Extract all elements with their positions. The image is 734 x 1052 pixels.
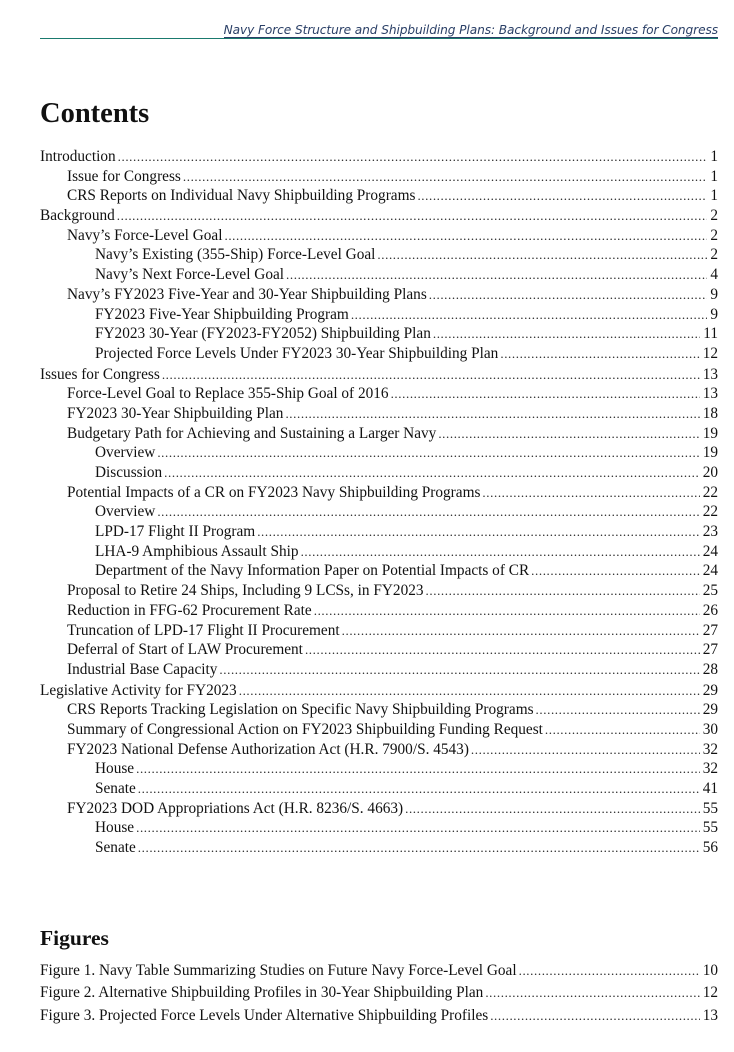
toc-entry-label: Overview (95, 503, 156, 521)
dot-leader (301, 542, 700, 562)
toc-entry-page: 28 (702, 660, 718, 678)
dot-leader (136, 818, 700, 838)
toc-entry-crs-reports-programs[interactable] (40, 186, 718, 206)
dot-leader (531, 561, 700, 581)
dot-leader (305, 640, 700, 660)
toc-entry-label: Discussion (95, 464, 163, 481)
dot-leader (157, 502, 699, 522)
toc-entry-issue-for-congress[interactable] (40, 167, 718, 187)
toc-entry-page: 19 (702, 444, 718, 462)
dot-leader (224, 226, 707, 246)
toc-entry-ndaa-senate[interactable] (40, 779, 718, 799)
toc-entry-label: Department of the Navy Information Paper on Potential Impacts of CR (95, 562, 530, 580)
toc-entry-label: FY2023 Five-Year Shipbuilding Program (95, 305, 349, 323)
toc-entry-approps-senate[interactable] (40, 838, 718, 858)
toc-entry-page: 20 (702, 464, 718, 481)
dot-leader (239, 681, 700, 701)
toc-entry-page: 22 (702, 503, 718, 521)
toc-entry-fy2023-30-year-plan[interactable] (40, 404, 718, 424)
toc-entry-page: 55 (702, 799, 718, 817)
toc-entry-lpd17-program[interactable] (40, 522, 718, 542)
toc-entry-page: 2 (710, 226, 718, 244)
toc-entry-page: 29 (702, 701, 718, 719)
toc-entry-budget-discussion[interactable] (40, 463, 718, 483)
toc-entry-label: CRS Reports on Individual Navy Shipbuilding Programs (67, 187, 416, 205)
dot-leader (485, 982, 699, 1004)
toc-entry-lpd17-truncation[interactable] (40, 621, 718, 641)
dot-leader (490, 1005, 700, 1027)
dot-leader (351, 305, 707, 325)
dot-leader (183, 167, 707, 187)
toc-entry-page: 4 (710, 266, 718, 284)
dot-leader (314, 601, 700, 621)
toc-entry-label: CRS Reports Tracking Legislation on Specific Navy Shipbuilding Programs (67, 701, 534, 719)
toc-entry-page: 32 (702, 760, 718, 778)
figure-entry-label: Figure 3. Projected Force Levels Under Alternative Shipbuilding Profiles (40, 1006, 489, 1024)
toc-entry-label: Senate (95, 839, 136, 857)
figure-entry-page: 10 (702, 962, 718, 979)
toc-entry-page: 1 (710, 167, 718, 185)
toc-entry-crs-tracking[interactable] (40, 700, 718, 720)
toc-entry-label: Force-Level Goal to Replace 355-Ship Goal of 2016 (67, 385, 389, 403)
dot-leader (164, 463, 700, 483)
toc-entry-label: Truncation of LPD-17 Flight II Procurement (67, 621, 340, 639)
toc-entry-retire-24-ships[interactable] (40, 581, 718, 601)
toc-entry-fy2023-plans[interactable] (40, 285, 718, 305)
toc-entry-introduction[interactable] (40, 147, 718, 167)
dot-leader (285, 404, 699, 424)
toc-entry-page: 13 (702, 365, 718, 383)
dot-leader (545, 720, 700, 740)
dot-leader (391, 384, 700, 404)
dot-leader (519, 960, 700, 982)
toc-entry-label: Budgetary Path for Achieving and Sustaining a Larger Navy (67, 424, 437, 442)
toc-entry-page: 55 (702, 819, 718, 837)
dot-leader (138, 779, 700, 799)
toc-entry-label: Issue for Congress (67, 167, 181, 185)
toc-entry-label: Summary of Congressional Action on FY2023 Shipbuilding Funding Request (67, 720, 543, 738)
toc-entry-lha9[interactable] (40, 542, 718, 562)
toc-entry-page: 1 (710, 187, 718, 205)
figures-heading: Figures (40, 926, 109, 950)
toc-entry-industrial-base[interactable] (40, 660, 718, 680)
toc-entry-force-level-goal[interactable] (40, 226, 718, 246)
toc-entry-page: 12 (702, 344, 718, 362)
figure-entry-1[interactable] (40, 960, 718, 982)
dot-leader (471, 740, 700, 760)
toc-entry-label: Proposal to Retire 24 Ships, Including 9 LCSs, in FY2023 (67, 582, 424, 600)
toc-entry-cr-overview[interactable] (40, 502, 718, 522)
toc-entry-page: 13 (702, 385, 718, 403)
toc-entry-five-year-program[interactable] (40, 305, 718, 325)
dot-leader (342, 621, 700, 641)
toc-entry-page: 24 (702, 542, 718, 560)
toc-entry-page: 56 (702, 839, 718, 857)
dot-leader (500, 344, 699, 364)
figure-entry-page: 13 (702, 1006, 718, 1024)
toc-entry-page: 2 (710, 207, 718, 225)
toc-entry-approps-house[interactable] (40, 818, 718, 838)
toc-entry-page: 27 (702, 641, 718, 659)
toc-entry-page: 32 (702, 740, 718, 758)
dot-leader (219, 660, 699, 680)
toc-entry-label: LHA-9 Amphibious Assault Ship (95, 542, 299, 560)
toc-entry-ffg62-reduction[interactable] (40, 601, 718, 621)
toc-entry-ndaa[interactable] (40, 740, 718, 760)
toc-entry-label: FY2023 30-Year Shipbuilding Plan (67, 404, 284, 422)
toc-entry-label: LPD-17 Flight II Program (95, 523, 256, 541)
toc-entry-background[interactable] (40, 206, 718, 226)
toc-entry-label: Background (40, 207, 115, 225)
toc-entry-label: FY2023 National Defense Authorization Act (H.R. 7900/S. 4543) (67, 740, 469, 758)
dot-leader (426, 581, 700, 601)
figure-entry-page: 12 (702, 984, 718, 1002)
toc-entry-ndaa-house[interactable] (40, 759, 718, 779)
dot-leader (157, 443, 699, 463)
toc-entry-label: Introduction (40, 148, 116, 165)
figure-entry-label: Figure 2. Alternative Shipbuilding Profiles in 30-Year Shipbuilding Plan (40, 984, 484, 1002)
toc-entry-label: Issues for Congress (40, 365, 160, 383)
toc-entry-legislative-activity[interactable] (40, 681, 718, 701)
toc-entry-congressional-summary[interactable] (40, 720, 718, 740)
toc-entry-next-force-level-goal[interactable] (40, 265, 718, 285)
toc-entry-label: FY2023 30-Year (FY2023-FY2052) Shipbuilding Plan (95, 325, 431, 343)
dot-leader (286, 265, 707, 285)
dot-leader (429, 285, 707, 305)
dot-leader (136, 759, 700, 779)
toc-entry-don-info-paper[interactable] (40, 561, 718, 581)
toc-entry-label: Navy’s Force-Level Goal (67, 226, 223, 244)
toc-entry-label: Legislative Activity for FY2023 (40, 681, 237, 699)
dot-leader (482, 483, 699, 503)
toc-entry-budget-overview[interactable] (40, 443, 718, 463)
toc-entry-page: 9 (710, 305, 718, 323)
dot-leader (438, 424, 699, 444)
toc-entry-page: 29 (702, 681, 718, 699)
dot-leader (257, 522, 700, 542)
dot-leader (118, 147, 707, 167)
toc-entry-page: 26 (702, 601, 718, 619)
toc-entry-issues-for-congress[interactable] (40, 365, 718, 385)
toc-entry-label: Potential Impacts of a CR on FY2023 Navy Shipbuilding Programs (67, 483, 481, 501)
dot-leader (138, 838, 700, 858)
toc-entry-appropriations[interactable] (40, 799, 718, 819)
toc-entry-30-year-plan[interactable] (40, 324, 718, 344)
toc-entry-label: Overview (95, 444, 156, 462)
toc-entry-label: Industrial Base Capacity (67, 660, 218, 678)
toc-entry-page: 9 (710, 285, 718, 303)
toc-entry-law-deferral[interactable] (40, 640, 718, 660)
toc-entry-label: Senate (95, 780, 136, 797)
toc-entry-projected-force-levels[interactable] (40, 344, 718, 364)
figure-entry-3[interactable] (40, 1005, 718, 1027)
toc-entry-label: Navy’s FY2023 Five-Year and 30-Year Shipbuilding Plans (67, 285, 427, 303)
toc-entry-page: 19 (702, 424, 718, 442)
toc-entry-replace-355-goal[interactable] (40, 384, 718, 404)
toc-entry-page: 24 (702, 562, 718, 580)
toc-entry-label: FY2023 DOD Appropriations Act (H.R. 8236/S. 4663) (67, 799, 404, 817)
dot-leader (417, 186, 707, 206)
running-header (40, 22, 718, 39)
toc-entry-cr-impacts[interactable] (40, 483, 718, 503)
toc-entry-page: 18 (702, 404, 718, 422)
toc-entry-page: 30 (702, 720, 718, 738)
toc-entry-label: House (95, 819, 135, 837)
toc-entry-page: 22 (702, 483, 718, 501)
dot-leader (433, 324, 700, 344)
toc-entry-budgetary-path[interactable] (40, 424, 718, 444)
toc-entry-page: 25 (702, 582, 718, 600)
figure-entry-label: Figure 1. Navy Table Summarizing Studies on Future Navy Force-Level Goal (40, 962, 517, 979)
dot-leader (117, 206, 707, 226)
contents-list (40, 147, 718, 858)
dot-leader (536, 700, 700, 720)
toc-entry-page: 1 (710, 148, 718, 165)
toc-entry-page: 11 (703, 325, 718, 343)
toc-entry-label: Navy’s Next Force-Level Goal (95, 266, 285, 284)
toc-entry-page: 27 (702, 621, 718, 639)
toc-entry-label: Deferral of Start of LAW Procurement (67, 641, 303, 659)
contents-heading: Contents (40, 98, 150, 129)
toc-entry-label: House (95, 760, 135, 778)
toc-entry-page: 2 (710, 246, 718, 264)
dot-leader (162, 365, 700, 385)
toc-entry-label: Navy’s Existing (355-Ship) Force-Level Goal (95, 246, 376, 264)
figure-entry-2[interactable] (40, 982, 718, 1004)
toc-entry-label: Projected Force Levels Under FY2023 30-Year Shipbuilding Plan (95, 344, 499, 362)
dot-leader (377, 245, 707, 265)
toc-entry-page: 41 (702, 780, 718, 797)
dot-leader (405, 799, 700, 819)
figures-list (40, 960, 718, 1027)
toc-entry-label: Reduction in FFG-62 Procurement Rate (67, 601, 312, 619)
running-header-title: Navy Force Structure and Shipbuilding Plans: Background and Issues for Congress (223, 23, 718, 37)
toc-entry-page: 23 (702, 523, 718, 541)
toc-entry-existing-355-goal[interactable] (40, 245, 718, 265)
